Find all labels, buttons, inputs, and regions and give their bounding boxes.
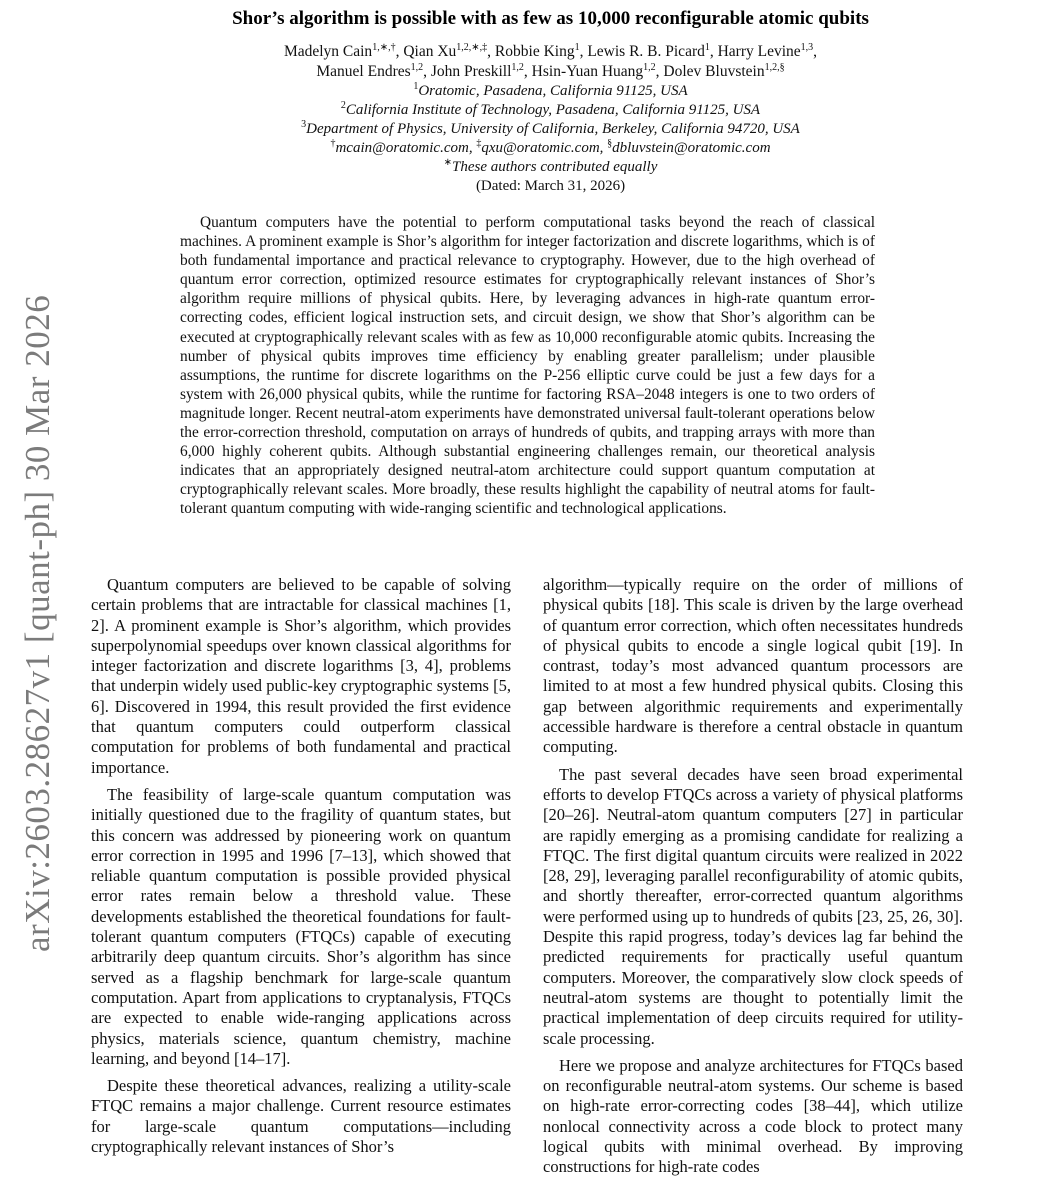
affiliation-mark: 2 bbox=[340, 100, 346, 111]
author-affiliation-mark: 1,∗,† bbox=[372, 42, 396, 53]
author bbox=[663, 63, 784, 80]
author-name: Madelyn Cain bbox=[283, 43, 373, 60]
affiliation-mark: 3 bbox=[301, 119, 307, 130]
author-affiliation-mark: 1,2,§ bbox=[764, 62, 785, 73]
email-line bbox=[100, 139, 1001, 158]
author bbox=[587, 43, 717, 60]
email-mark: † bbox=[330, 138, 336, 149]
equal-contribution-text: These authors contributed equally bbox=[451, 159, 658, 175]
author bbox=[718, 43, 817, 60]
author-name: Manuel Endres bbox=[316, 63, 411, 80]
equal-contribution-note bbox=[100, 158, 1001, 177]
author bbox=[532, 63, 664, 80]
paragraph: The feasibility of large-scale quantum computation was initially questioned due to the fragility of quantum states, but this concern was addressed by pioneering work on quantum error correction in 1995 and 1996 [7–13], which showed that reliable quantum computation is possible provided physical error rates remain below a threshold value. These developments established the theoretical foundations for fault-tolerant quantum computers (FTQCs) capable of executing arbitrarily deep quantum circuits. Shor’s algorithm has since served as a flagship benchmark for large-scale quantum computation. Apart from applications to cryptanalysis, FTQCs are expected to enable wide-ranging applications across physics, materials science, quantum chemistry, machine learning, and beyond [14–17]. bbox=[91, 784, 511, 1068]
affiliation-text: Department of Physics, University of California, Berkeley, California 94720, USA bbox=[306, 121, 800, 137]
affiliation-text: California Institute of Technology, Pasadena, California 91125, USA bbox=[345, 102, 761, 118]
equal-contribution-mark: ∗ bbox=[443, 157, 452, 168]
affiliation bbox=[100, 101, 1001, 120]
author-name: Dolev Bluvstein bbox=[663, 63, 765, 80]
paper-header bbox=[100, 8, 1001, 196]
author-separator: , bbox=[423, 63, 431, 80]
paragraph: Quantum computers are believed to be capable of solving certain problems that are intractable for classical machines [1, 2]. A prominent example is Shor’s algorithm, which provides superpolynomial speedups over known classical algorithms for integer factorization and discrete logarithms [3, 4], problems that underpin widely used public-key cryptographic systems [5, 6]. Discovered in 1994, this result provided the first evidence that quantum computers could outperform classical computation for problems of both fundamental and practical importance. bbox=[91, 575, 511, 777]
paragraph: Despite these theoretical advances, realizing a utility-scale FTQC remains a major challenge. Current resource estimates for large-scale quantum computations—including cryptographically relevant instances of Shor’s bbox=[91, 1076, 511, 1157]
author-affiliation-mark: 1,2 bbox=[410, 62, 424, 73]
author-separator: , bbox=[655, 63, 664, 80]
date-line: (Dated: March 31, 2026) bbox=[475, 178, 626, 194]
author-name: Harry Levine bbox=[717, 43, 801, 60]
author-name: Hsin-Yuan Huang bbox=[531, 63, 644, 80]
author-name: Robbie King bbox=[494, 43, 575, 60]
author-separator: , bbox=[395, 43, 404, 60]
author-separator: , bbox=[579, 43, 588, 60]
affiliation-mark: 1 bbox=[413, 81, 419, 92]
author bbox=[316, 63, 431, 80]
email-link[interactable]: dbluvstein@oratomic.com bbox=[612, 140, 771, 156]
email-mark: § bbox=[607, 138, 613, 149]
author bbox=[284, 43, 403, 60]
author-separator: , bbox=[487, 43, 495, 60]
paragraph: The past several decades have seen broad experimental efforts to develop FTQCs across a variety of physical platforms [20–26]. Neutral-atom quantum computers [27] in particular are rapidly emerging as a promising candidate for realizing a FTQC. The first digital quantum circuits were realized in 2022 [28, 29], leveraging parallel reconfigurability of atomic qubits, and shortly thereafter, error-corrected quantum algorithms were performed using up to hundreds of qubits [23, 25, 26, 30]. Despite this rapid progress, today’s devices lag far behind the predicted requirements for practically useful quantum computers. Moreover, the comparatively slow clock speeds of neutral-atom systems are thought to potentially limit the practical implementation of deep circuits required for utility-scale processing. bbox=[543, 764, 963, 1048]
affiliation-text: Oratomic, Pasadena, California 91125, USA bbox=[418, 83, 688, 99]
affiliation bbox=[100, 82, 1001, 101]
author-affiliation-mark: 1 bbox=[704, 42, 710, 53]
author-affiliation-mark: 1,2,∗,‡ bbox=[456, 42, 488, 53]
email-link[interactable]: mcain@oratomic.com, bbox=[335, 140, 477, 156]
author-name: Qian Xu bbox=[403, 43, 457, 60]
email-link[interactable]: qxu@oratomic.com, bbox=[481, 140, 608, 156]
author-affiliation-mark: 1,2 bbox=[643, 62, 656, 73]
author-affiliation-mark: 1,2 bbox=[511, 62, 524, 73]
abstract: Quantum computers have the potential to perform computational tasks beyond the reach of classical machines. A prominent example is Shor’s algorithm for integer factorization and discrete logarithms, which is of both fundamental importance and practical relevance to cryptography. However, due to the high overhead of quantum error correction, optimized resource estimates for cryptographically relevant instances of Shor’s algorithm require millions of physical qubits. Here, by leveraging advances in high-rate quantum error-correcting codes, efficient logical instruction sets, and circuit design, we show that Shor’s algorithm can be executed at cryptographically relevant scales with as few as 10,000 reconfigurable atomic qubits. Increasing the number of physical qubits improves time efficiency by enabling greater parallelism; under plausible assumptions, the runtime for discrete logarithms on the P-256 elliptic curve could be just a few days for a system with 26,000 physical qubits, while the runtime for factoring RSA–2048 integers is one to two orders of magnitude longer. Recent neutral-atom experiments have demonstrated universal fault-tolerant operations below the error-correction threshold, computation on arrays of hundreds of qubits, and trapping arrays with more than 6,000 highly coherent qubits. Although substantial engineering challenges remain, our theoretical analysis indicates that an appropriately designed neutral-atom architecture could support quantum computation at cryptographically relevant scales. More broadly, these results highlight the capability of neutral atoms for fault-tolerant quantum computing with wide-ranging scientific and technological applications. bbox=[180, 214, 875, 518]
author-affiliation-mark: 1,3 bbox=[800, 42, 814, 53]
author-list bbox=[100, 42, 1001, 82]
body-column-right bbox=[543, 575, 963, 1185]
author-affiliation-mark: 1 bbox=[574, 42, 580, 53]
author bbox=[403, 43, 495, 60]
author-separator: , bbox=[709, 43, 718, 60]
author-separator: , bbox=[813, 43, 818, 60]
paragraph: Here we propose and analyze architectures for FTQCs based on reconfigurable neutral-atom systems. Our scheme is based on high-rate error-correcting codes [38–44], which utilize nonlocal connectivity across a code block to protect many logical qubits with minimal overhead. By improving constructions for high-rate codes bbox=[543, 1055, 963, 1177]
author bbox=[431, 63, 532, 80]
paper-title: Shor’s algorithm is possible with as few as 10,000 reconfigurable atomic qubits bbox=[232, 8, 869, 29]
author bbox=[495, 43, 587, 60]
author-separator: , bbox=[523, 63, 532, 80]
arxiv-side-stamp: arXiv:2603.28627v1 [quant-ph] 30 Mar 2026 bbox=[18, 294, 57, 952]
affiliation bbox=[100, 120, 1001, 139]
paragraph: algorithm—typically require on the order of millions of physical qubits [18]. This scale is driven by the large overhead of quantum error correction, which often necessitates hundreds of physical qubits to encode a single logical qubit [19]. In contrast, today’s most advanced quantum processors are limited to at most a few hundred physical qubits. Closing this gap between algorithmic requirements and experimentally accessible hardware is therefore a central obstacle in quantum computing. bbox=[543, 575, 963, 757]
email-mark: ‡ bbox=[476, 138, 482, 149]
author-name: Lewis R. B. Picard bbox=[587, 43, 705, 60]
body-column-left bbox=[91, 575, 511, 1164]
author-name: John Preskill bbox=[430, 63, 512, 80]
